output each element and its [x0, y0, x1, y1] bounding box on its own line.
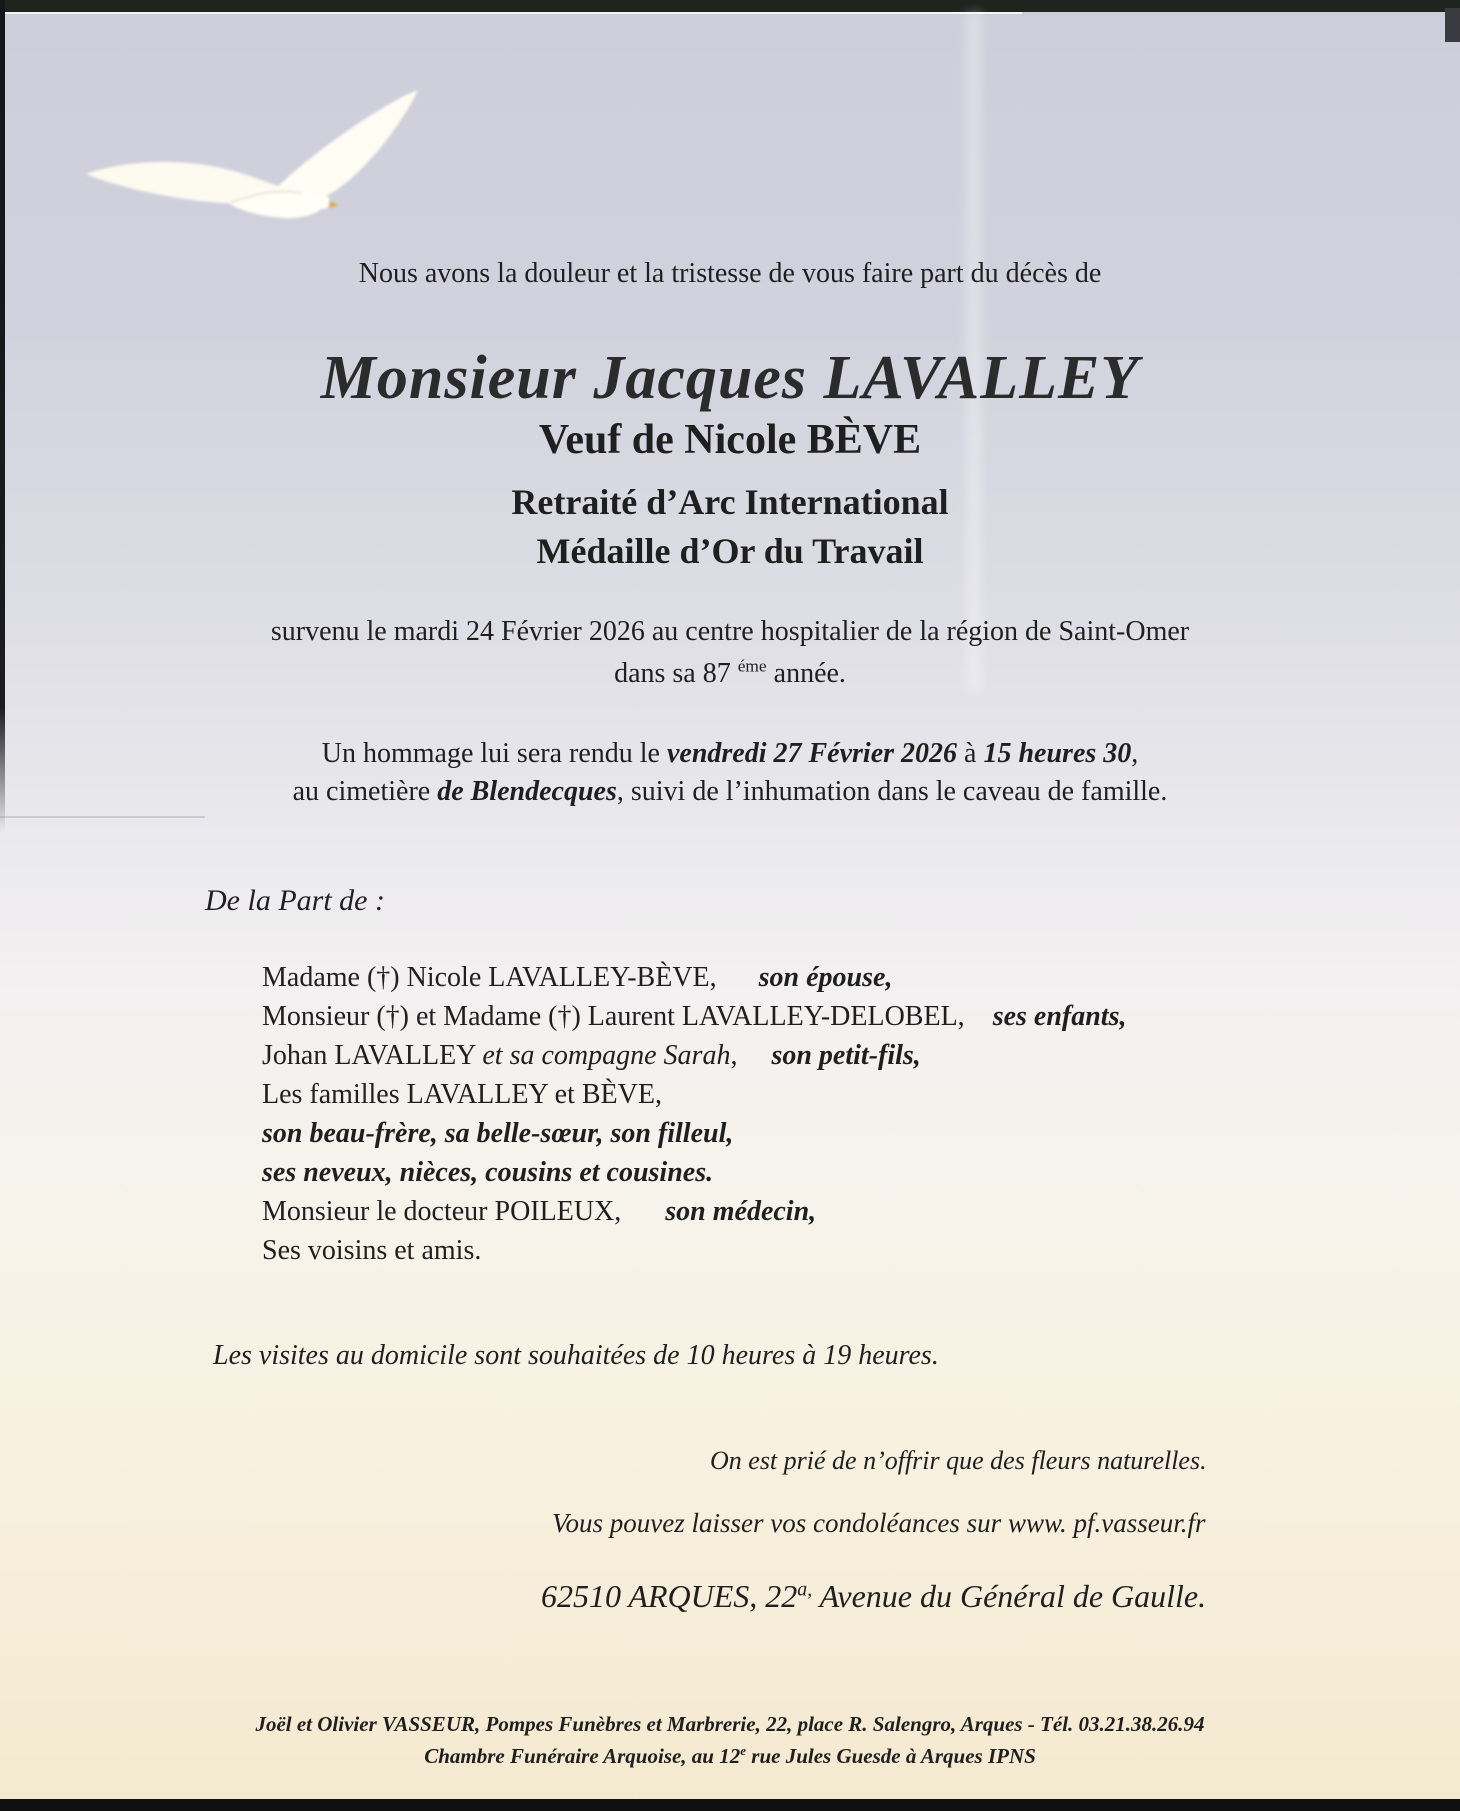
visits-note: Les visites au domicile sont souhaitées de 10 heures à 19 heures. [213, 1340, 939, 1371]
age-superscript: éme [737, 656, 767, 676]
family-entry: Johan LAVALLEY et sa compagne Sarah, son petit-fils, [262, 1040, 921, 1071]
family-entry: son beau-frère, sa belle-sœur, son filleul, [262, 1118, 734, 1149]
seagull-icon [78, 86, 423, 241]
retired-line: Retraité d’Arc International [511, 482, 949, 522]
footer-superscript: e [740, 1743, 747, 1758]
intro-text: Nous avons la douleur et la tristesse de vous faire part du décès de [358, 258, 1102, 289]
ceremony-place: de Blendecques [437, 776, 617, 807]
family-entry: Madame (†) Nicole LAVALLEY-BÈVE, son épouse, [262, 962, 893, 993]
scan-corner-mark [1445, 8, 1460, 42]
deceased-name: Monsieur Jacques LAVALLEY [320, 344, 1140, 412]
condolences-note: Vous pouvez laisser vos condoléances sur www. pf.vasseur.fr [552, 1508, 1206, 1538]
scan-border-top-highlight [0, 12, 1022, 14]
ceremony-line1: Un hommage lui sera rendu le vendredi 27 Février 2026 à 15 heures 30, [321, 738, 1139, 769]
address-superscript: a, [797, 1578, 813, 1601]
family-entry: Les familles LAVALLEY et BÈVE, [262, 1079, 662, 1110]
ceremony-date: vendredi 27 Février 2026 [666, 738, 958, 769]
widower-line: Veuf de Nicole BÈVE [538, 417, 922, 463]
footer-line2: Chambre Funéraire Arquoise, au 12e rue Jules Guesde à Arques IPNS [424, 1743, 1036, 1768]
relation-label: son médecin, [665, 1196, 817, 1227]
ceremony-line2: au cimetière de Blendecques, suivi de l’inhumation dans le caveau de famille. [292, 776, 1168, 807]
footer-line1: Joël et Olivier VASSEUR, Pompes Funèbres et Marbrerie, 22, place R. Salengro, Arques - Tél. 03.21.38.26.94 [255, 1712, 1205, 1736]
from-part-heading: De la Part de : [205, 884, 385, 917]
family-entry: Ses voisins et amis. [262, 1235, 482, 1266]
death-announcement-line2: dans sa 87 $^{éme}$ année. [614, 656, 846, 689]
scan-border-top [0, 0, 1460, 12]
family-entry: Monsieur le docteur POILEUX, son médecin, [262, 1196, 817, 1227]
scan-border-bottom [0, 1799, 1460, 1811]
relation-label: ses enfants, [992, 1001, 1127, 1032]
family-entry: ses neveux, nièces, cousins et cousines. [262, 1157, 714, 1188]
relation-label: son épouse, [758, 962, 893, 993]
death-announcement-line1: survenu le mardi 24 Février 2026 au centre hospitalier de la région de Saint-Omer [270, 616, 1190, 647]
relation-label: son petit-fils, [771, 1040, 921, 1071]
intro-line [0, 258, 1460, 290]
ceremony-time: 15 heures 30 [983, 738, 1132, 769]
family-entries [262, 958, 1126, 1270]
flowers-note: On est prié de n’offrir que des fleurs naturelles. [710, 1446, 1207, 1475]
family-entry: Monsieur (†) et Madame (†) Laurent LAVALLEY-DELOBEL, ses enfants, [262, 1001, 1127, 1032]
medal-line: Médaille d’Or du Travail [536, 531, 924, 571]
funeral-home-address: 62510 ARQUES, $22^{a,}$ Avenue du Général de Gaulle. [541, 1578, 1207, 1614]
paper-fold-seam [0, 816, 205, 818]
